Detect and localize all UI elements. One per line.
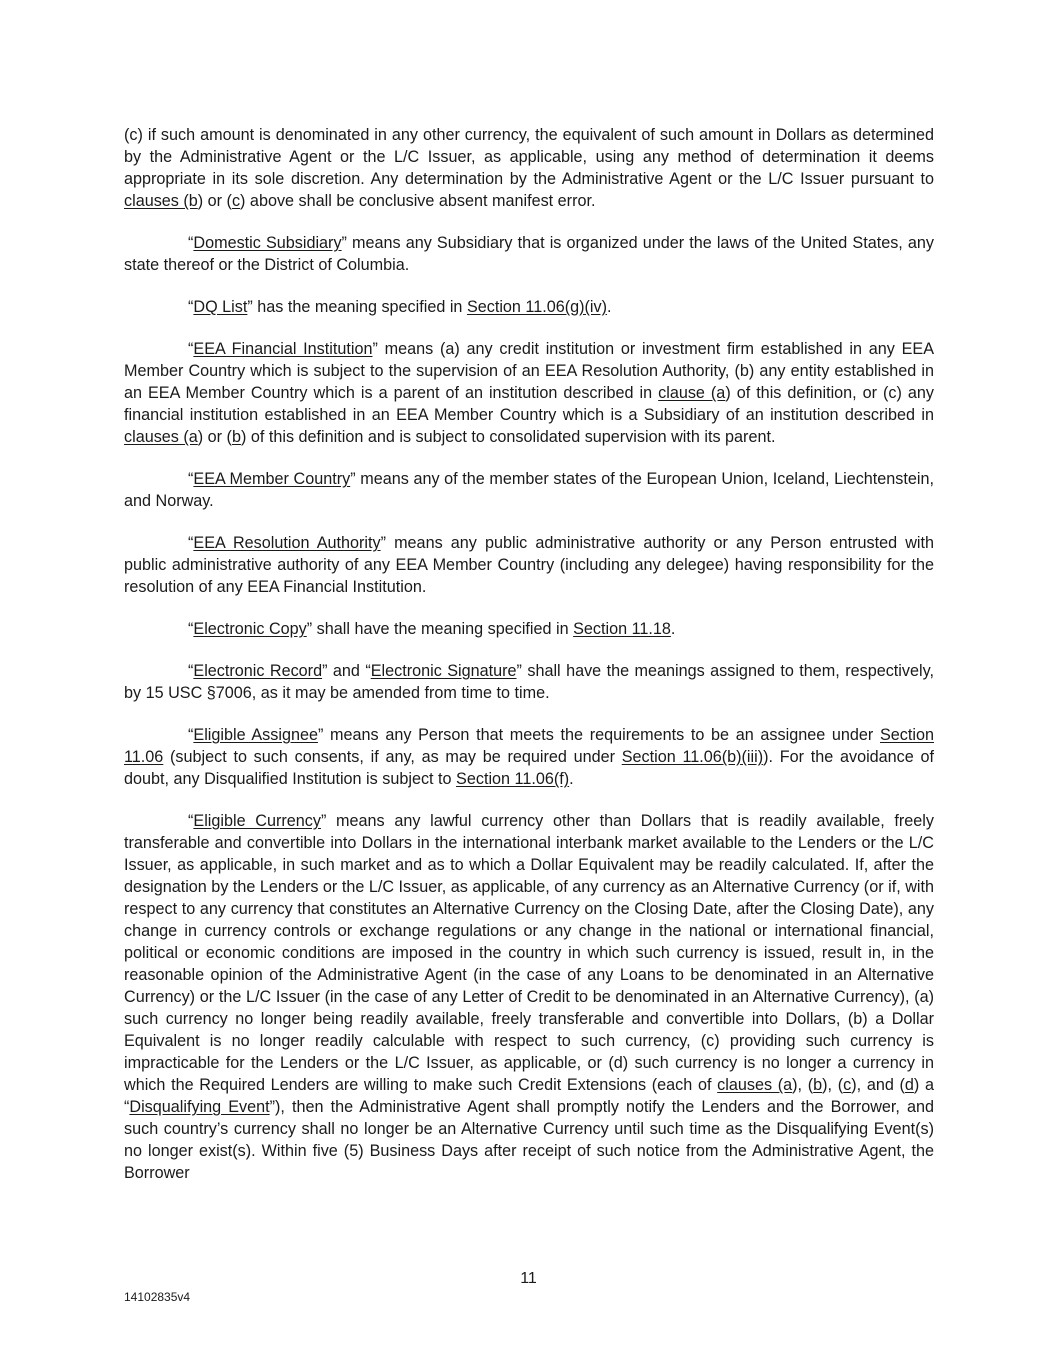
definition-paragraph: [124, 660, 934, 704]
definition-paragraph: [124, 124, 934, 212]
underlined-term: c: [231, 192, 241, 210]
definition-paragraph: [124, 810, 934, 1184]
page-number: 11: [520, 1270, 537, 1287]
underlined-term: EEA Resolution Authority: [193, 534, 381, 552]
paragraph-text: “: [188, 298, 194, 316]
paragraph-text: ” shall have the meaning specified in: [306, 620, 574, 638]
paragraph-text: “: [188, 726, 194, 744]
paragraph-text: ” shall have the meanings assigned to them, respectively, by 15 USC §7006, as it may be amended from time to time.: [124, 662, 934, 702]
paragraph-text: ” means any Subsidiary that is organized under the laws of the United States, any state thereof or the District of Columbia.: [124, 234, 934, 274]
paragraph-text: “: [188, 620, 194, 638]
underlined-term: b: [231, 428, 241, 446]
paragraph-text: ) or (: [197, 192, 232, 210]
underlined-term: clauses (a: [717, 1076, 793, 1094]
underlined-term: Electronic Signature: [370, 662, 517, 680]
underlined-term: c: [843, 1076, 852, 1094]
underlined-term: Section 11.06(b)(iii): [621, 748, 764, 766]
paragraph-text: ” and “: [322, 662, 371, 680]
paragraph-text: .: [569, 770, 574, 788]
paragraph-text: ” means any of the member states of the European Union, Iceland, Liechtenstein, and Norway.: [124, 470, 934, 510]
underlined-term: DQ List: [193, 298, 248, 316]
definition-paragraph: [124, 468, 934, 512]
paragraph-text: “: [188, 340, 194, 358]
paragraph-text: (subject to such consents, if any, as may be required under: [163, 748, 622, 766]
paragraph-text: ), (: [822, 1076, 844, 1094]
definition-paragraph: [124, 232, 934, 276]
underlined-term: d: [904, 1076, 914, 1094]
underlined-term: Domestic Subsidiary: [193, 234, 342, 252]
paragraph-text: ) of this definition, or (c) any financial institution established in an EEA Member Country which is a Subsidiary of an institution described in: [124, 384, 935, 424]
underlined-term: Disqualifying Event: [129, 1098, 270, 1116]
paragraph-text: ” means any lawful currency other than Dollars that is readily available, freely transferable and convertible into Dollars in the international interbank market available to the Lenders or the L/C Issuer, as applicable, in such market and as to which a Dollar Equivalent may be readily calculated. If, after the designation by the Lenders or the L/C Issuer, as applicable, of any currency as an Alternative Currency (or if, with respect to any currency that constitutes an Alternative Currency on the Closing Date, after the Closing Date), any change in currency controls or exchange regulations or any change in the national or international financial, political or economic conditions are imposed in the country in which such currency is issued, result in, in the reasonable opinion of the Administrative Agent (in the case of any Loans to be denominated in an Alternative Currency) or the L/C Issuer (in the case of any Letter of Credit to be denominated in an Alternative Currency), (a) such currency no longer being readily available, freely transferable and convertible into Dollars, (b) a Dollar Equivalent is no longer readily calculable with respect to such currency, (c) providing such currency is impracticable for the Lenders or the L/C Issuer, as applicable, or (d) such currency is no longer a currency in which the Required Lenders are willing to make such Credit Extensions (each of: [124, 812, 934, 1094]
paragraph-text: “: [188, 470, 194, 488]
paragraph-text: .: [607, 298, 612, 316]
underlined-term: EEA Member Country: [193, 470, 351, 488]
document-id: 14102835v4: [124, 1290, 191, 1304]
paragraph-text: ) of this definition and is subject to consolidated supervision with its parent.: [240, 428, 776, 446]
underlined-term: Eligible Assignee: [193, 726, 318, 744]
paragraph-text: ) a “: [124, 1076, 935, 1116]
underlined-term: EEA Financial Institution: [193, 340, 373, 358]
paragraph-text: (c) if such amount is denominated in any other currency, the equivalent of such amount in Dollars as determined by the Administrative Agent or the L/C Issuer, as applicable, using any method of determination it deems appropriate in its sole discretion. Any determination by the Administrative Agent or the L/C Issuer pursuant to: [124, 126, 934, 188]
underlined-term: clause (a: [658, 384, 726, 402]
definition-paragraph: [124, 724, 934, 790]
paragraph-text: “: [188, 662, 194, 680]
document-body: [124, 124, 934, 1204]
underlined-term: Section 11.06(f): [456, 770, 570, 788]
paragraph-text: ” has the meaning specified in: [247, 298, 467, 316]
paragraph-text: ” means (a) any credit institution or investment firm established in any EEA Member Country which is subject to the supervision of an EEA Resolution Authority, (b) any entity established in an EEA Member Country which is a parent of an institution described in: [124, 340, 935, 402]
paragraph-text: “: [188, 234, 194, 252]
paragraph-text: .: [670, 620, 676, 638]
underlined-term: Section 11.06(g)(iv): [466, 298, 607, 316]
underlined-term: Eligible Currency: [193, 812, 321, 830]
paragraph-text: ) above shall be conclusive absent manifest error.: [240, 192, 596, 210]
definition-paragraph: [124, 338, 934, 448]
underlined-term: Electronic Copy: [193, 620, 307, 638]
paragraph-text: ”), then the Administrative Agent shall promptly notify the Lenders and the Borrower, and such country’s currency shall no longer be an Alternative Currency until such time as the Disqualifying Event(s) no longer exist(s). Within five (5) Business Days after receipt of such notice from the Administrative Agent, the Borrower: [124, 1098, 934, 1182]
underlined-term: Electronic Record: [193, 662, 323, 680]
definition-paragraph: [124, 296, 934, 318]
paragraph-text: ” means any public administrative authority or any Person entrusted with public administrative authority of any EEA Member Country (including any delegee) having responsibility for the resolution of any EEA Financial Institution.: [124, 534, 934, 596]
underlined-term: clauses (b: [124, 192, 198, 210]
paragraph-text: ), and (: [851, 1076, 905, 1094]
paragraph-text: “: [188, 534, 194, 552]
paragraph-text: ). For the avoidance of doubt, any Disqualified Institution is subject to: [124, 748, 935, 788]
underlined-term: b: [813, 1076, 823, 1094]
definition-paragraph: [124, 532, 934, 598]
paragraph-text: ” means any Person that meets the requirements to be an assignee under: [317, 726, 880, 744]
underlined-term: Section 11.06: [124, 726, 934, 766]
definition-paragraph: [124, 618, 934, 640]
underlined-term: clauses (a: [124, 428, 198, 446]
underlined-term: Section 11.18: [573, 620, 671, 638]
paragraph-text: “: [188, 812, 194, 830]
paragraph-text: ) or (: [197, 428, 232, 446]
paragraph-text: ), (: [792, 1076, 814, 1094]
